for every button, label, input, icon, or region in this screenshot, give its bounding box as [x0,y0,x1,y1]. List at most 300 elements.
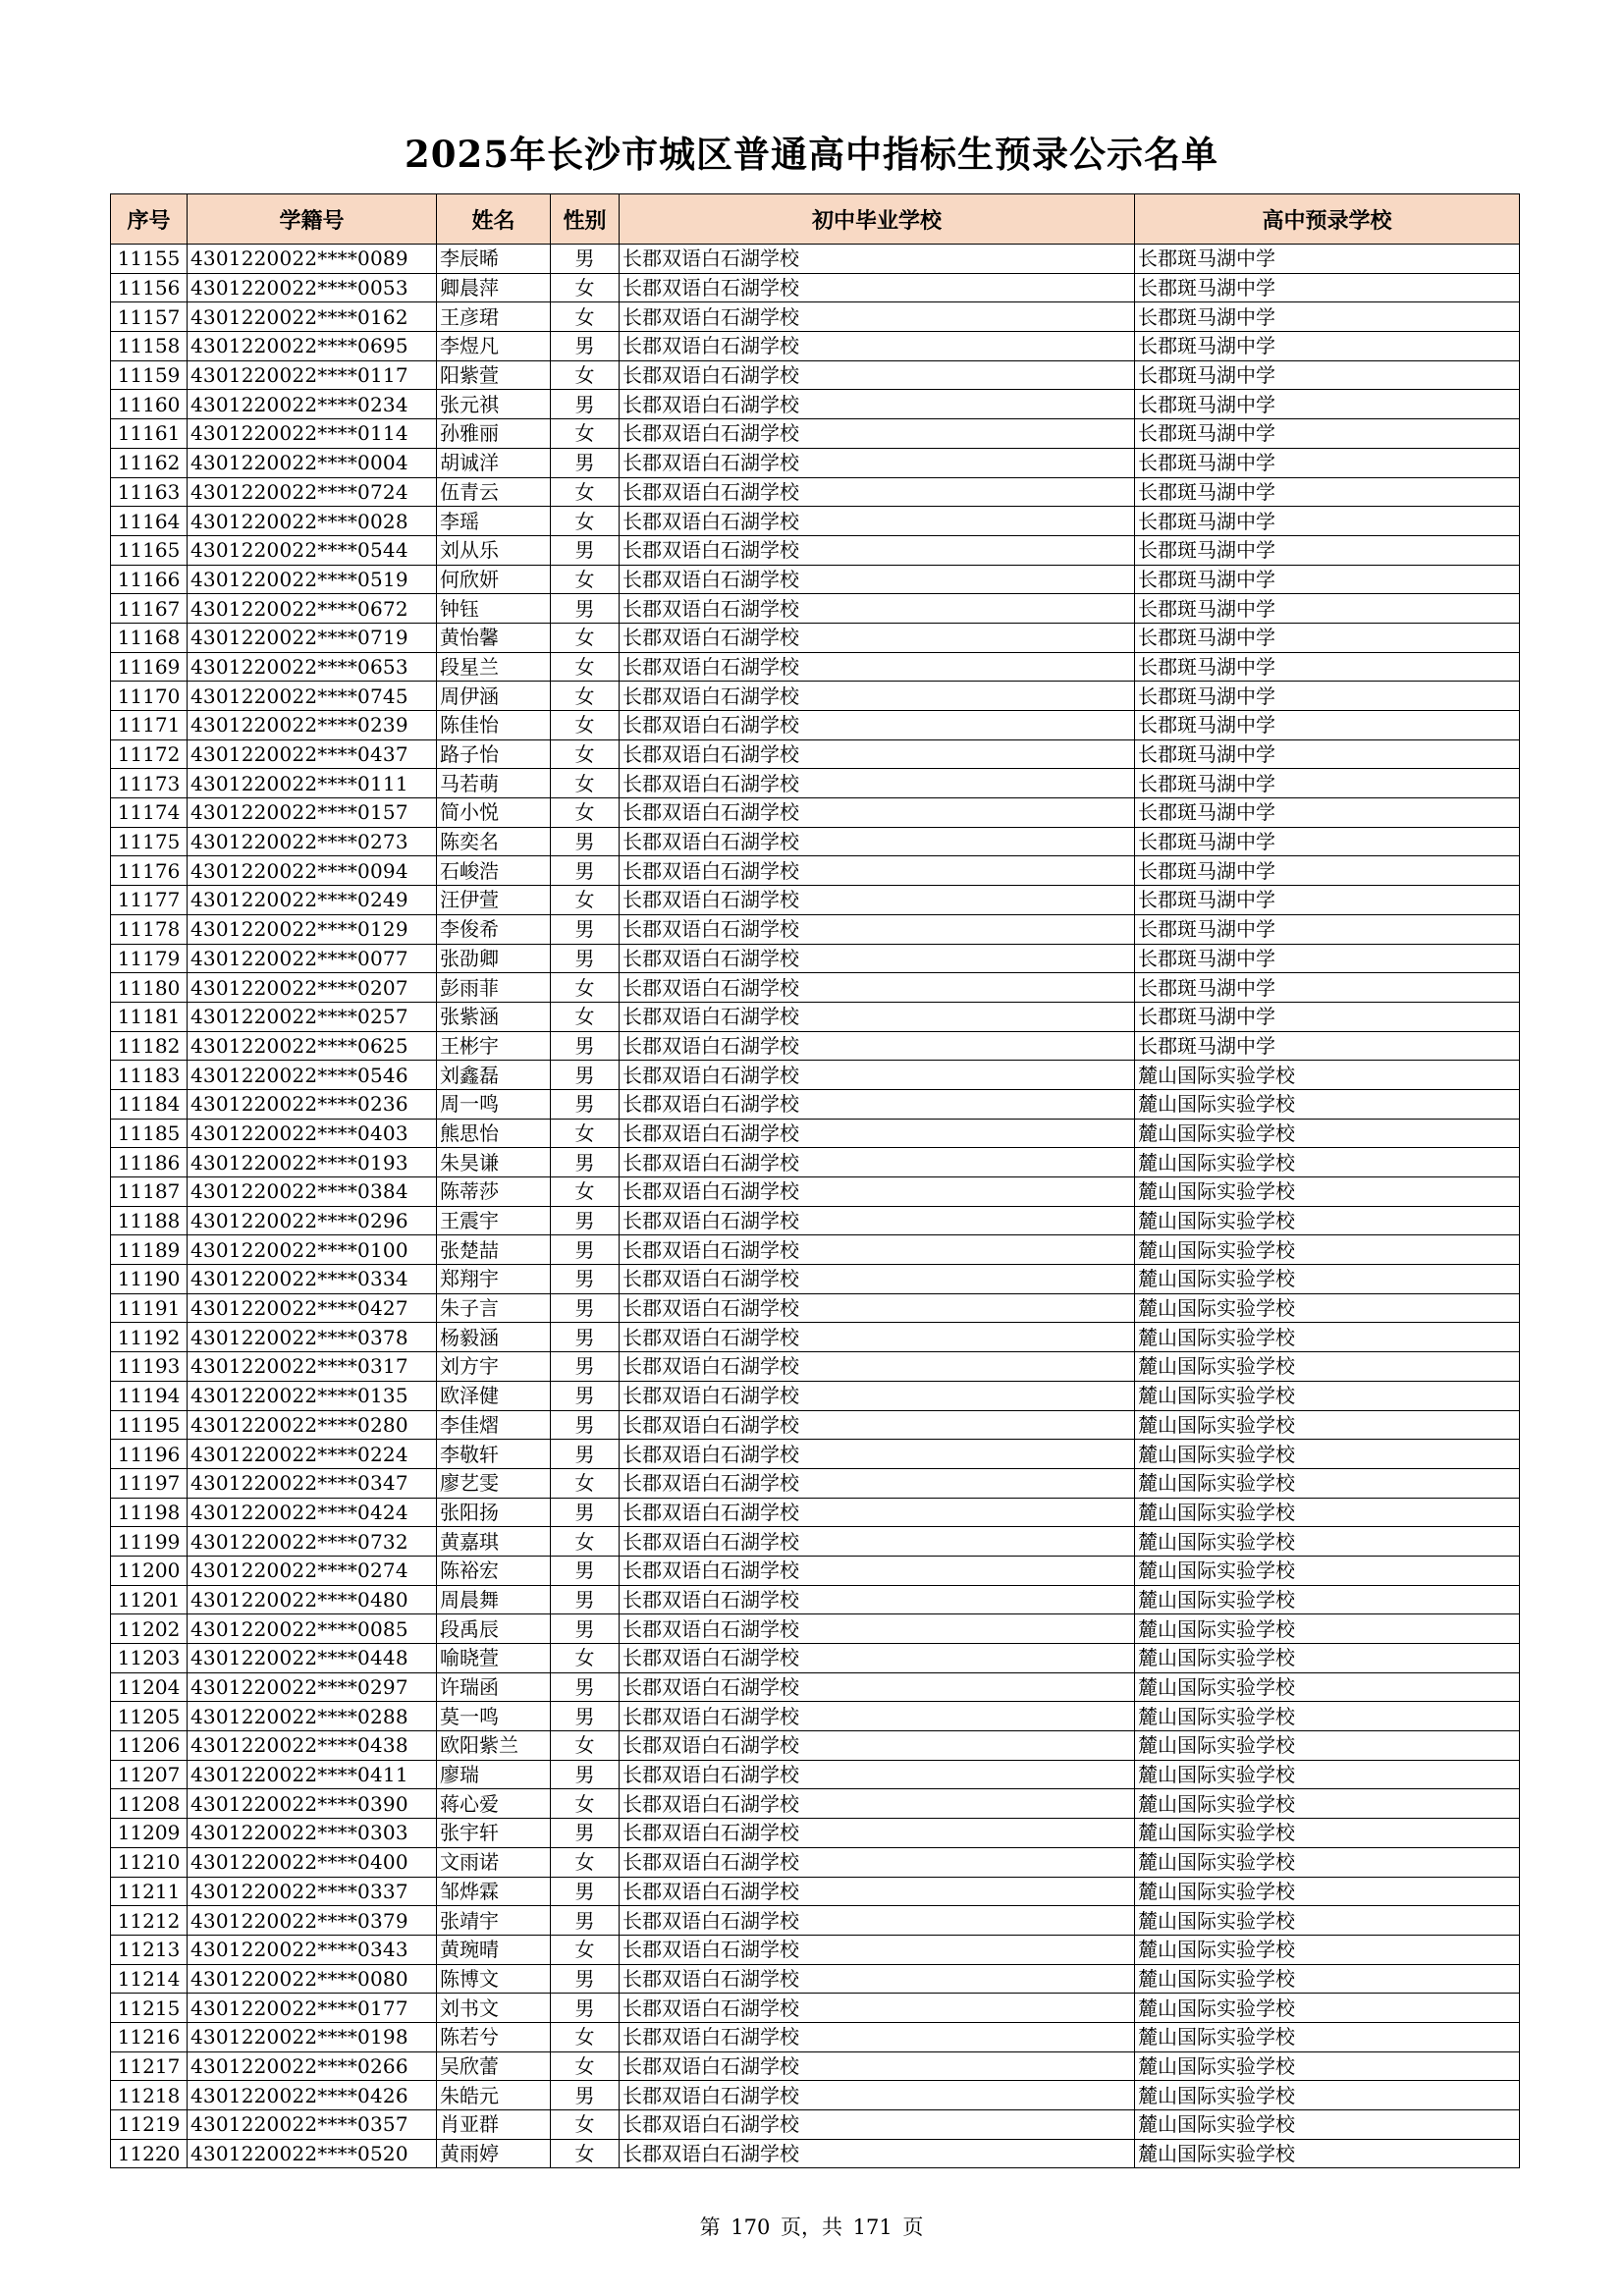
cell-senior-school: 麓山国际实验学校 [1135,1994,1520,2023]
table-row [111,2022,1520,2051]
cell-junior-school: 长郡双语白石湖学校 [620,2022,1135,2051]
table-body [111,245,1520,2168]
table-row [111,594,1520,624]
cell-senior-school: 长郡斑马湖中学 [1135,944,1520,973]
cell-senior-school: 长郡斑马湖中学 [1135,827,1520,856]
cell-junior-school: 长郡双语白石湖学校 [620,1760,1135,1789]
cell-name: 王彦珺 [437,302,551,332]
col-header-gender: 性别 [551,194,620,245]
table-row [111,1265,1520,1294]
cell-seq: 11174 [111,798,188,828]
table-row [111,1527,1520,1557]
cell-seq: 11157 [111,302,188,332]
cell-junior-school: 长郡双语白石湖学校 [620,2110,1135,2140]
cell-junior-school: 长郡双语白石湖学校 [620,1323,1135,1352]
col-header-seq: 序号 [111,194,188,245]
cell-gender: 男 [551,1498,620,1527]
cell-senior-school: 麓山国际实验学校 [1135,1556,1520,1585]
cell-name: 杨毅涵 [437,1323,551,1352]
cell-senior-school: 长郡斑马湖中学 [1135,419,1520,449]
cell-junior-school: 长郡双语白石湖学校 [620,1440,1135,1469]
cell-seq: 11207 [111,1760,188,1789]
cell-senior-school: 麓山国际实验学校 [1135,1206,1520,1235]
cell-student-id: 4301220022****0135 [188,1381,437,1410]
cell-student-id: 4301220022****0520 [188,2139,437,2168]
cell-senior-school: 长郡斑马湖中学 [1135,856,1520,886]
cell-seq: 11172 [111,739,188,769]
cell-name: 蒋心爱 [437,1789,551,1819]
cell-gender: 女 [551,973,620,1003]
cell-junior-school: 长郡双语白石湖学校 [620,1177,1135,1207]
cell-senior-school: 麓山国际实验学校 [1135,1877,1520,1906]
cell-gender: 男 [551,594,620,624]
cell-name: 刘从乐 [437,535,551,565]
cell-name: 文雨诺 [437,1847,551,1877]
cell-seq: 11168 [111,623,188,652]
cell-senior-school: 麓山国际实验学校 [1135,1410,1520,1440]
cell-junior-school: 长郡双语白石湖学校 [620,2051,1135,2081]
cell-gender: 男 [551,944,620,973]
table-row [111,1819,1520,1848]
cell-student-id: 4301220022****0303 [188,1819,437,1848]
cell-student-id: 4301220022****0411 [188,1760,437,1789]
cell-name: 欧阳紫兰 [437,1731,551,1761]
cell-junior-school: 长郡双语白石湖学校 [620,1964,1135,1994]
cell-gender: 女 [551,2022,620,2051]
cell-senior-school: 麓山国际实验学校 [1135,1702,1520,1731]
cell-seq: 11210 [111,1847,188,1877]
cell-name: 路子怡 [437,739,551,769]
cell-name: 马若萌 [437,769,551,798]
cell-student-id: 4301220022****0519 [188,565,437,594]
cell-name: 张宇轩 [437,1819,551,1848]
cell-student-id: 4301220022****0544 [188,535,437,565]
cell-student-id: 4301220022****0347 [188,1468,437,1498]
cell-junior-school: 长郡双语白石湖学校 [620,1031,1135,1061]
cell-gender: 男 [551,332,620,361]
cell-junior-school: 长郡双语白石湖学校 [620,1061,1135,1090]
cell-junior-school: 长郡双语白石湖学校 [620,273,1135,302]
cell-junior-school: 长郡双语白石湖学校 [620,2081,1135,2110]
table-row [111,1964,1520,1994]
cell-gender: 女 [551,711,620,740]
cell-gender: 男 [551,2081,620,2110]
table-row [111,944,1520,973]
table-row [111,798,1520,828]
cell-seq: 11193 [111,1352,188,1382]
cell-name: 廖艺雯 [437,1468,551,1498]
cell-senior-school: 麓山国际实验学校 [1135,1468,1520,1498]
cell-gender: 女 [551,360,620,390]
cell-name: 黄琬晴 [437,1935,551,1964]
cell-junior-school: 长郡双语白石湖学校 [620,1672,1135,1702]
cell-junior-school: 长郡双语白石湖学校 [620,594,1135,624]
table-row [111,1206,1520,1235]
cell-gender: 女 [551,1847,620,1877]
cell-senior-school: 麓山国际实验学校 [1135,1760,1520,1789]
cell-student-id: 4301220022****0193 [188,1148,437,1177]
cell-seq: 11167 [111,594,188,624]
cell-gender: 女 [551,1789,620,1819]
cell-gender: 男 [551,1585,620,1614]
cell-student-id: 4301220022****0653 [188,652,437,682]
cell-student-id: 4301220022****0296 [188,1206,437,1235]
cell-student-id: 4301220022****0546 [188,1061,437,1090]
table-row [111,682,1520,711]
cell-gender: 男 [551,1235,620,1265]
cell-student-id: 4301220022****0207 [188,973,437,1003]
cell-junior-school: 长郡双语白石湖学校 [620,565,1135,594]
cell-gender: 女 [551,419,620,449]
cell-seq: 11169 [111,652,188,682]
table-row [111,1468,1520,1498]
cell-student-id: 4301220022****0437 [188,739,437,769]
table-row [111,1119,1520,1148]
table-row [111,477,1520,507]
cell-senior-school: 长郡斑马湖中学 [1135,360,1520,390]
cell-junior-school: 长郡双语白石湖学校 [620,1089,1135,1119]
cell-gender: 男 [551,1440,620,1469]
cell-name: 黄雨婷 [437,2139,551,2168]
cell-gender: 女 [551,886,620,915]
cell-seq: 11171 [111,711,188,740]
cell-seq: 11175 [111,827,188,856]
cell-junior-school: 长郡双语白石湖学校 [620,332,1135,361]
cell-student-id: 4301220022****0288 [188,1702,437,1731]
cell-name: 喻晓萱 [437,1644,551,1673]
cell-student-id: 4301220022****0317 [188,1352,437,1382]
cell-junior-school: 长郡双语白石湖学校 [620,1935,1135,1964]
cell-senior-school: 麓山国际实验学校 [1135,1527,1520,1557]
cell-seq: 11218 [111,2081,188,2110]
cell-name: 朱皓元 [437,2081,551,2110]
table-row [111,2139,1520,2168]
cell-senior-school: 麓山国际实验学校 [1135,1731,1520,1761]
cell-name: 刘书文 [437,1994,551,2023]
cell-junior-school: 长郡双语白石湖学校 [620,507,1135,536]
cell-name: 周晨舞 [437,1585,551,1614]
cell-student-id: 4301220022****0334 [188,1265,437,1294]
cell-junior-school: 长郡双语白石湖学校 [620,711,1135,740]
cell-junior-school: 长郡双语白石湖学校 [620,448,1135,477]
cell-seq: 11200 [111,1556,188,1585]
cell-student-id: 4301220022****0384 [188,1177,437,1207]
table-row [111,856,1520,886]
cell-gender: 男 [551,1556,620,1585]
cell-seq: 11217 [111,2051,188,2081]
cell-name: 李辰晞 [437,245,551,274]
cell-seq: 11211 [111,1877,188,1906]
cell-name: 李敬轩 [437,1440,551,1469]
cell-name: 熊思怡 [437,1119,551,1148]
cell-name: 王彬宇 [437,1031,551,1061]
table-row [111,1031,1520,1061]
table-row [111,245,1520,274]
cell-seq: 11206 [111,1731,188,1761]
cell-junior-school: 长郡双语白石湖学校 [620,623,1135,652]
cell-seq: 11183 [111,1061,188,1090]
cell-seq: 11165 [111,535,188,565]
table-row [111,739,1520,769]
cell-seq: 11179 [111,944,188,973]
cell-student-id: 4301220022****0236 [188,1089,437,1119]
cell-student-id: 4301220022****0249 [188,886,437,915]
cell-junior-school: 长郡双语白石湖学校 [620,1644,1135,1673]
cell-name: 周伊涵 [437,682,551,711]
cell-senior-school: 麓山国际实验学校 [1135,1819,1520,1848]
cell-seq: 11182 [111,1031,188,1061]
cell-name: 朱子言 [437,1293,551,1323]
cell-senior-school: 麓山国际实验学校 [1135,1585,1520,1614]
cell-junior-school: 长郡双语白石湖学校 [620,1498,1135,1527]
cell-gender: 女 [551,1527,620,1557]
cell-student-id: 4301220022****0157 [188,798,437,828]
cell-student-id: 4301220022****0089 [188,245,437,274]
cell-junior-school: 长郡双语白石湖学校 [620,1148,1135,1177]
table-row [111,2110,1520,2140]
cell-name: 何欣妍 [437,565,551,594]
cell-junior-school: 长郡双语白石湖学校 [620,1556,1135,1585]
cell-senior-school: 长郡斑马湖中学 [1135,273,1520,302]
cell-name: 张元祺 [437,390,551,419]
cell-seq: 11181 [111,1002,188,1031]
cell-senior-school: 麓山国际实验学校 [1135,1293,1520,1323]
cell-seq: 11176 [111,856,188,886]
cell-name: 吴欣蕾 [437,2051,551,2081]
cell-junior-school: 长郡双语白石湖学校 [620,1847,1135,1877]
cell-junior-school: 长郡双语白石湖学校 [620,1906,1135,1936]
cell-student-id: 4301220022****0379 [188,1906,437,1936]
cell-junior-school: 长郡双语白石湖学校 [620,1731,1135,1761]
cell-seq: 11208 [111,1789,188,1819]
cell-gender: 女 [551,769,620,798]
cell-junior-school: 长郡双语白石湖学校 [620,1702,1135,1731]
cell-seq: 11194 [111,1381,188,1410]
table-row [111,1614,1520,1644]
table-row [111,1410,1520,1440]
cell-senior-school: 长郡斑马湖中学 [1135,477,1520,507]
cell-seq: 11187 [111,1177,188,1207]
cell-name: 黄怡馨 [437,623,551,652]
cell-junior-school: 长郡双语白石湖学校 [620,914,1135,944]
cell-gender: 女 [551,2051,620,2081]
cell-name: 陈裕宏 [437,1556,551,1585]
cell-name: 简小悦 [437,798,551,828]
table-row [111,535,1520,565]
cell-senior-school: 长郡斑马湖中学 [1135,739,1520,769]
cell-junior-school: 长郡双语白石湖学校 [620,886,1135,915]
cell-student-id: 4301220022****0427 [188,1293,437,1323]
cell-junior-school: 长郡双语白石湖学校 [620,1119,1135,1148]
cell-gender: 男 [551,1352,620,1382]
table-row [111,973,1520,1003]
cell-seq: 11166 [111,565,188,594]
table-row [111,419,1520,449]
cell-senior-school: 麓山国际实验学校 [1135,1265,1520,1294]
cell-student-id: 4301220022****0280 [188,1410,437,1440]
col-header-junior-school: 初中毕业学校 [620,194,1135,245]
cell-name: 李瑶 [437,507,551,536]
cell-gender: 男 [551,1819,620,1848]
cell-gender: 男 [551,827,620,856]
cell-junior-school: 长郡双语白石湖学校 [620,827,1135,856]
cell-seq: 11201 [111,1585,188,1614]
cell-name: 张劭卿 [437,944,551,973]
cell-senior-school: 麓山国际实验学校 [1135,1789,1520,1819]
cell-gender: 女 [551,2110,620,2140]
table-row [111,360,1520,390]
cell-seq: 11209 [111,1819,188,1848]
table-row [111,1760,1520,1789]
cell-seq: 11156 [111,273,188,302]
cell-gender: 女 [551,652,620,682]
cell-senior-school: 麓山国际实验学校 [1135,1935,1520,1964]
table-row [111,1061,1520,1090]
cell-name: 张阳扬 [437,1498,551,1527]
cell-senior-school: 麓山国际实验学校 [1135,2139,1520,2168]
cell-junior-school: 长郡双语白石湖学校 [620,739,1135,769]
page-title: 2025年长沙市城区普通高中指标生预录公示名单 [405,133,1218,176]
cell-junior-school: 长郡双语白石湖学校 [620,360,1135,390]
cell-student-id: 4301220022****0357 [188,2110,437,2140]
cell-gender: 女 [551,1119,620,1148]
cell-gender: 女 [551,477,620,507]
cell-senior-school: 长郡斑马湖中学 [1135,711,1520,740]
cell-name: 郑翔宇 [437,1265,551,1294]
cell-senior-school: 长郡斑马湖中学 [1135,535,1520,565]
cell-senior-school: 麓山国际实验学校 [1135,2110,1520,2140]
cell-seq: 11178 [111,914,188,944]
cell-gender: 女 [551,739,620,769]
cell-gender: 男 [551,245,620,274]
cell-name: 汪伊萱 [437,886,551,915]
cell-junior-school: 长郡双语白石湖学校 [620,390,1135,419]
cell-junior-school: 长郡双语白石湖学校 [620,1819,1135,1848]
cell-name: 李煜凡 [437,332,551,361]
cell-name: 莫一鸣 [437,1702,551,1731]
cell-seq: 11189 [111,1235,188,1265]
cell-name: 孙雅丽 [437,419,551,449]
cell-junior-school: 长郡双语白石湖学校 [620,1468,1135,1498]
cell-student-id: 4301220022****0198 [188,2022,437,2051]
cell-seq: 11199 [111,1527,188,1557]
cell-seq: 11162 [111,448,188,477]
table-row [111,1702,1520,1731]
cell-senior-school: 麓山国际实验学校 [1135,1672,1520,1702]
cell-gender: 男 [551,1614,620,1644]
col-header-name: 姓名 [437,194,551,245]
cell-senior-school: 长郡斑马湖中学 [1135,594,1520,624]
cell-name: 陈佳怡 [437,711,551,740]
cell-seq: 11161 [111,419,188,449]
cell-junior-school: 长郡双语白石湖学校 [620,682,1135,711]
cell-gender: 女 [551,1644,620,1673]
cell-student-id: 4301220022****0129 [188,914,437,944]
cell-student-id: 4301220022****0274 [188,1556,437,1585]
cell-senior-school: 长郡斑马湖中学 [1135,769,1520,798]
cell-junior-school: 长郡双语白石湖学校 [620,856,1135,886]
cell-junior-school: 长郡双语白石湖学校 [620,973,1135,1003]
cell-senior-school: 长郡斑马湖中学 [1135,565,1520,594]
cell-gender: 女 [551,1177,620,1207]
cell-student-id: 4301220022****0448 [188,1644,437,1673]
cell-gender: 男 [551,390,620,419]
cell-student-id: 4301220022****0080 [188,1964,437,1994]
cell-gender: 男 [551,535,620,565]
cell-senior-school: 麓山国际实验学校 [1135,1847,1520,1877]
table-row [111,448,1520,477]
cell-junior-school: 长郡双语白石湖学校 [620,1352,1135,1382]
table-row [111,1235,1520,1265]
table-row [111,1556,1520,1585]
cell-gender: 女 [551,507,620,536]
cell-seq: 11188 [111,1206,188,1235]
cell-gender: 女 [551,1731,620,1761]
cell-name: 陈若兮 [437,2022,551,2051]
cell-name: 胡诚洋 [437,448,551,477]
cell-gender: 女 [551,623,620,652]
cell-gender: 女 [551,302,620,332]
cell-gender: 女 [551,1468,620,1498]
cell-gender: 女 [551,682,620,711]
cell-gender: 男 [551,1760,620,1789]
cell-name: 欧泽健 [437,1381,551,1410]
cell-student-id: 4301220022****0266 [188,2051,437,2081]
cell-junior-school: 长郡双语白石湖学校 [620,652,1135,682]
header-row [111,194,1520,245]
table-row [111,827,1520,856]
cell-name: 张楚喆 [437,1235,551,1265]
table-row [111,1352,1520,1382]
cell-senior-school: 麓山国际实验学校 [1135,1061,1520,1090]
cell-student-id: 4301220022****0234 [188,390,437,419]
cell-name: 钟钰 [437,594,551,624]
table-row [111,1323,1520,1352]
cell-seq: 11198 [111,1498,188,1527]
cell-student-id: 4301220022****0004 [188,448,437,477]
cell-seq: 11215 [111,1994,188,2023]
cell-senior-school: 麓山国际实验学校 [1135,1906,1520,1936]
cell-student-id: 4301220022****0085 [188,1614,437,1644]
cell-name: 彭雨菲 [437,973,551,1003]
cell-student-id: 4301220022****0077 [188,944,437,973]
cell-senior-school: 长郡斑马湖中学 [1135,886,1520,915]
table-row [111,1585,1520,1614]
cell-name: 伍青云 [437,477,551,507]
cell-junior-school: 长郡双语白石湖学校 [620,1206,1135,1235]
cell-student-id: 4301220022****0297 [188,1672,437,1702]
table-row [111,2081,1520,2110]
cell-name: 周一鸣 [437,1089,551,1119]
cell-senior-school: 麓山国际实验学校 [1135,1381,1520,1410]
cell-student-id: 4301220022****0378 [188,1323,437,1352]
cell-seq: 11202 [111,1614,188,1644]
cell-gender: 男 [551,856,620,886]
cell-student-id: 4301220022****0400 [188,1847,437,1877]
cell-junior-school: 长郡双语白石湖学校 [620,798,1135,828]
cell-junior-school: 长郡双语白石湖学校 [620,535,1135,565]
cell-senior-school: 长郡斑马湖中学 [1135,1002,1520,1031]
cell-senior-school: 长郡斑马湖中学 [1135,390,1520,419]
cell-senior-school: 麓山国际实验学校 [1135,1119,1520,1148]
cell-name: 邹烨霖 [437,1877,551,1906]
cell-student-id: 4301220022****0426 [188,2081,437,2110]
cell-seq: 11203 [111,1644,188,1673]
cell-senior-school: 长郡斑马湖中学 [1135,652,1520,682]
cell-name: 李佳熠 [437,1410,551,1440]
cell-junior-school: 长郡双语白石湖学校 [620,1381,1135,1410]
cell-gender: 男 [551,1061,620,1090]
